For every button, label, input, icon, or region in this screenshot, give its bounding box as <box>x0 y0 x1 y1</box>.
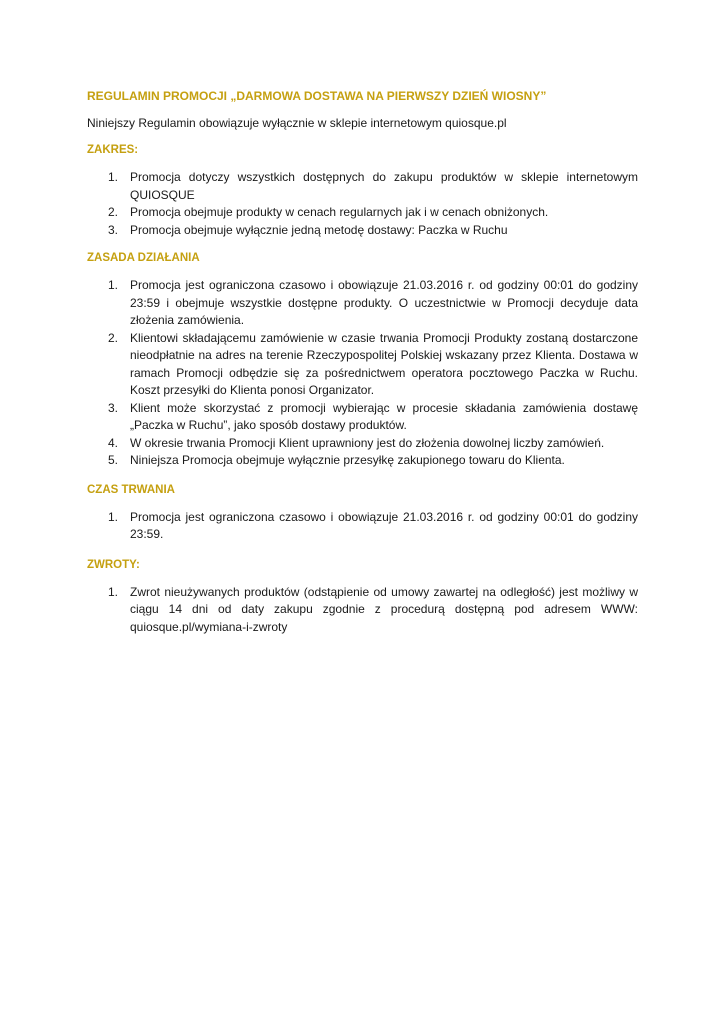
list-item-text: Promocja obejmuje wyłącznie jedną metodę dostawy: Paczka w Ruchu <box>130 222 508 237</box>
list-item <box>87 204 638 222</box>
list-number: 4. <box>108 435 119 450</box>
list-number: 1. <box>108 584 119 599</box>
section-zakres <box>87 142 638 239</box>
list-item <box>87 509 638 544</box>
list-item-text: Promocja dotyczy wszystkich dostępnych do zakupu produktów w sklepie internetowym QUIOSQUE <box>130 170 638 202</box>
intro-text: Niniejszy Regulamin obowiązuje wyłącznie w sklepie internetowym quiosque.pl <box>87 116 507 130</box>
list-number: 3. <box>108 400 119 415</box>
list-item <box>87 169 638 204</box>
list-number: 2. <box>108 330 119 345</box>
section-heading: ZAKRES: <box>87 144 139 156</box>
list-item-text: W okresie trwania Promocji Klient uprawniony jest do złożenia dowolnej liczby zamówień. <box>130 435 605 450</box>
list-item-text: Zwrot nieużywanych produktów (odstąpienie od umowy zawartej na odległość) jest możliwy w ciągu 14 dni od daty zakupu zgodnie z procedurą dostępną pod adresem WWW: quiosque.pl/wymiana-i-zwroty <box>130 584 638 634</box>
section-heading: CZAS TRWANIA <box>87 483 175 496</box>
list-number: 1. <box>108 278 119 292</box>
list-item-text: Promocja jest ograniczona czasowo i obowiązuje 21.03.2016 r. od godziny 00:01 do godziny 23:59 i obejmuje wszystkie dostępne produkty. O uczestnictwie w Promocji decyduje data złożenia zamówienia. <box>130 278 638 327</box>
list-item-text: Niniejsza Promocja obejmuje wyłącznie przesyłkę zakupionego towaru do Klienta. <box>130 453 565 467</box>
document-page <box>87 88 638 636</box>
list-item <box>87 400 638 435</box>
numbered-list <box>87 584 638 637</box>
list-item <box>87 330 638 400</box>
list-number: 1. <box>108 170 119 184</box>
list-item <box>87 435 638 453</box>
list-item <box>87 584 638 637</box>
section-czas-trwania <box>87 482 638 544</box>
numbered-list <box>87 169 638 239</box>
list-item-text: Promocja obejmuje produkty w cenach regularnych jak i w cenach obniżonych. <box>130 205 549 219</box>
list-item-text: Klientowi składającemu zamówienie w czasie trwania Promocji Produkty zostaną dostarczone nieodpłatnie na adres na terenie Rzeczypospolitej Polskiej wskazany przez Klienta. Dostawa w ramach Promocji odbędzie się za pośrednictwem operatora pocztowego Paczka w Ruchu. Koszt przesyłki do Klienta ponosi Organizator. <box>130 330 638 397</box>
list-item <box>87 277 638 330</box>
section-heading: ZWROTY: <box>87 558 140 571</box>
numbered-list <box>87 509 638 544</box>
section-zwroty <box>87 557 638 637</box>
list-number: 1. <box>108 509 119 524</box>
section-heading: ZASADA DZIAŁANIA <box>87 252 200 264</box>
list-item <box>87 222 638 240</box>
list-item-text: Klient może skorzystać z promocji wybierając w procesie składania zamówienia dostawę „Paczka w Ruchu”, jako sposób dostawy produktów. <box>130 400 638 432</box>
list-item <box>87 452 638 470</box>
document-title: REGULAMIN PROMOCJI „DARMOWA DOSTAWA NA PIERWSZY DZIEŃ WIOSNY” <box>87 89 547 103</box>
numbered-list <box>87 277 638 470</box>
list-number: 2. <box>108 205 119 219</box>
section-zasada-dzialania <box>87 250 638 470</box>
list-number: 3. <box>108 222 119 237</box>
list-number: 5. <box>108 453 119 467</box>
list-item-text: Promocja jest ograniczona czasowo i obowiązuje 21.03.2016 r. od godziny 00:01 do godziny 23:59. <box>130 509 638 541</box>
